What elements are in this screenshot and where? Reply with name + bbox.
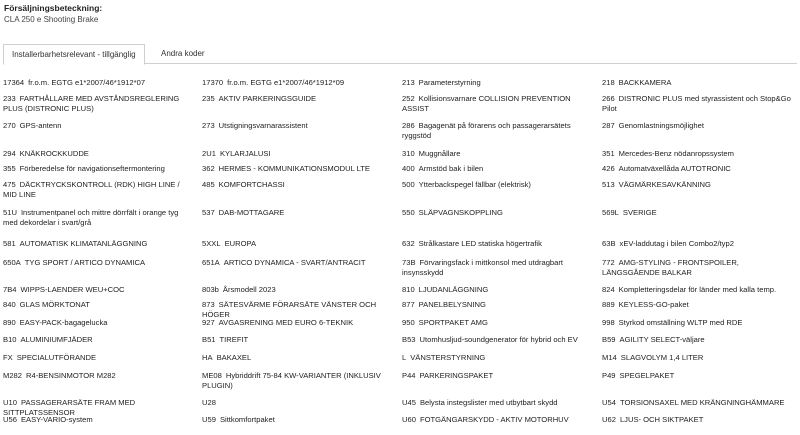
code-description: VÄNSTERSTYRNING — [410, 353, 486, 362]
code-description: Förberedelse för navigationseftermontering — [19, 164, 165, 173]
code-description: KOMFORTCHASSI — [218, 180, 285, 189]
code-item — [402, 353, 594, 363]
code-item — [202, 335, 394, 345]
code-item — [3, 121, 195, 131]
code-item — [202, 239, 394, 249]
code-description: Automatväxellåda AUTOTRONIC — [618, 164, 731, 173]
code-description: DAB-MOTTAGARE — [218, 208, 285, 217]
code-description: Ytterbackspegel fällbar (elektrisk) — [418, 180, 531, 189]
code-description: KYLARJALUSI — [219, 149, 271, 158]
code-item — [602, 398, 797, 408]
code-item — [602, 353, 797, 363]
code-number: 803b — [202, 285, 219, 294]
code-description: Hybriddrift 75-84 KW-VARIANTER (INKLUSIV PLUGIN) — [202, 371, 381, 390]
code-item — [3, 285, 195, 295]
code-number: B10 — [3, 335, 17, 344]
code-description: PASSAGERARSÄTE FRAM MED SITTPLATSSENSOR — [3, 398, 136, 417]
code-number: HA — [202, 353, 213, 362]
code-number: 810 — [402, 285, 415, 294]
code-item — [402, 371, 594, 381]
code-description: Belysta instegslister med utbytbart skydd — [419, 398, 558, 407]
code-number: 927 — [202, 318, 215, 327]
code-description: BAKAXEL — [216, 353, 252, 362]
code-number: L — [402, 353, 407, 362]
code-description: fr.o.m. EGTG e1*2007/46*1912*07 — [28, 78, 146, 87]
code-number: 426 — [602, 164, 615, 173]
code-number: 270 — [3, 121, 16, 130]
code-description: ARTICO DYNAMICA - SVART/ANTRACIT — [223, 258, 366, 267]
code-item — [602, 415, 797, 425]
code-number: U54 — [602, 398, 616, 407]
code-item — [3, 208, 195, 229]
code-description: Förvaringsfack i mittkonsol med utdragbart insynsskydd — [402, 258, 564, 277]
code-number: FX — [3, 353, 13, 362]
code-description: Genomlastningsmöjlighet — [618, 121, 704, 130]
code-number: 51U — [3, 208, 17, 217]
code-item — [602, 285, 797, 295]
code-item — [602, 121, 797, 131]
code-description: TIREFIT — [219, 335, 249, 344]
code-item — [3, 164, 195, 174]
code-number: 351 — [602, 149, 615, 158]
code-item — [202, 353, 394, 363]
code-description: xEV-laddutag i bilen Combo2/typ2 — [619, 239, 734, 248]
code-description: PANELBELYSNING — [418, 300, 486, 309]
code-item — [3, 94, 195, 115]
code-item — [3, 371, 195, 381]
code-number: B51 — [202, 335, 216, 344]
code-description: SVERIGE — [622, 208, 657, 217]
code-number: 266 — [602, 94, 615, 103]
code-number: 273 — [202, 121, 215, 130]
code-number: 252 — [402, 94, 415, 103]
code-description: KNÄKROCKKUDDE — [19, 149, 89, 158]
code-number: 950 — [402, 318, 415, 327]
code-number: 63B — [602, 239, 616, 248]
code-item — [3, 353, 195, 363]
tab-bar — [3, 44, 797, 64]
code-number: 537 — [202, 208, 215, 217]
code-description: KEYLESS-GO-paket — [618, 300, 689, 309]
code-number: 998 — [602, 318, 615, 327]
code-description: BACKKAMERA — [618, 78, 672, 87]
code-description: PARKERINGSPAKET — [419, 371, 494, 380]
sales-designation-value: CLA 250 e Shooting Brake — [4, 15, 99, 24]
code-item — [202, 78, 394, 88]
code-description: Kollisionsvarnare COLLISION PREVENTION ASSIST — [402, 94, 571, 113]
code-number: 650A — [3, 258, 21, 267]
code-description: AVGASRENING MED EURO 6-TEKNIK — [218, 318, 354, 327]
code-number: 581 — [3, 239, 16, 248]
code-description: Sittkomfortpaket — [219, 415, 275, 424]
code-number: 824 — [602, 285, 615, 294]
code-number: 7B4 — [3, 285, 17, 294]
code-number: 235 — [202, 94, 215, 103]
code-number: U62 — [602, 415, 616, 424]
code-number: 513 — [602, 180, 615, 189]
code-number: 5XXL — [202, 239, 221, 248]
code-item — [602, 78, 797, 88]
code-item — [402, 94, 594, 115]
code-item — [202, 285, 394, 295]
code-description: Instrumentpanel och mittre dörrfält i orange tyg med dekordelar i svart/grå — [3, 208, 179, 227]
code-number: P49 — [602, 371, 616, 380]
code-number: 287 — [602, 121, 615, 130]
code-item — [202, 149, 394, 159]
code-number: 218 — [602, 78, 615, 87]
code-description: LJUDANLÄGGNING — [418, 285, 489, 294]
code-number: 651A — [202, 258, 220, 267]
code-description: SÄTESVÄRME FÖRARSÄTE VÄNSTER OCH HÖGER — [202, 300, 377, 319]
code-item — [202, 258, 394, 268]
code-item — [602, 94, 797, 115]
code-number: 17364 — [3, 78, 25, 87]
code-description: Muggnållare — [418, 149, 461, 158]
code-number: 73B — [402, 258, 416, 267]
code-description: AUTOMATISK KLIMATANLÄGGNING — [19, 239, 148, 248]
code-item — [602, 335, 797, 345]
code-number: 310 — [402, 149, 415, 158]
code-number: 17370 — [202, 78, 224, 87]
code-number: 294 — [3, 149, 16, 158]
code-item — [202, 180, 394, 190]
code-number: 213 — [402, 78, 415, 87]
code-item — [602, 239, 797, 249]
code-number: 233 — [3, 94, 16, 103]
code-item — [3, 149, 195, 159]
code-item — [402, 258, 594, 279]
code-description: TORSIONSAXEL MED KRÄNGNINGHÄMMARE — [619, 398, 785, 407]
code-description: Årsmodell 2023 — [222, 285, 276, 294]
code-item — [402, 398, 594, 408]
code-item — [202, 94, 394, 104]
code-item — [402, 415, 594, 425]
code-number: U59 — [202, 415, 216, 424]
code-number: P44 — [402, 371, 416, 380]
code-description: TYG SPORT / ARTICO DYNAMICA — [24, 258, 146, 267]
code-item — [402, 335, 594, 345]
code-number: 889 — [602, 300, 615, 309]
code-item — [402, 239, 594, 249]
code-number: B53 — [402, 335, 416, 344]
code-item — [602, 300, 797, 310]
code-item — [602, 164, 797, 174]
code-item — [202, 318, 394, 328]
code-item — [402, 164, 594, 174]
tab-other-codes[interactable]: Andra koder — [161, 49, 205, 58]
code-item — [402, 318, 594, 328]
code-number: ME08 — [202, 371, 222, 380]
code-item — [602, 258, 797, 279]
code-number: 772 — [602, 258, 615, 267]
code-description: Kompletteringsdelar för länder med kalla temp. — [618, 285, 777, 294]
code-description: Strålkastare LED statiska högertrafik — [418, 239, 542, 248]
code-description: DÄCKTRYCKSKONTROLL (RDK) HIGH LINE / MID LINE — [3, 180, 180, 199]
code-description: AMG-STYLING - FRONTSPOILER, LÄNGSGÅENDE BALKAR — [602, 258, 739, 277]
code-item — [602, 371, 797, 381]
code-number: 890 — [3, 318, 16, 327]
code-item — [402, 121, 594, 142]
sales-designation-label: Försäljningsbeteckning: — [4, 3, 103, 13]
code-item — [602, 180, 797, 190]
code-number: 355 — [3, 164, 16, 173]
code-description: SLAGVOLYM 1,4 LITER — [620, 353, 704, 362]
code-description: Armstöd bak i bilen — [418, 164, 484, 173]
code-item — [3, 335, 195, 345]
code-description: ALUMINIUMFJÄDER — [20, 335, 93, 344]
code-description: EUROPA — [224, 239, 257, 248]
code-item — [3, 258, 195, 268]
code-description: LJUS- OCH SIKTPAKET — [619, 415, 704, 424]
code-description: FOTGÄNGARSKYDD - AKTIV MOTORHUV — [419, 415, 569, 424]
code-item — [202, 300, 394, 320]
code-number: 400 — [402, 164, 415, 173]
code-item — [202, 415, 394, 425]
code-number: M14 — [602, 353, 617, 362]
code-item — [602, 318, 797, 328]
code-item — [402, 208, 594, 218]
code-item — [3, 239, 195, 249]
code-description: WIPPS-LAENDER WEU+COC — [20, 285, 125, 294]
code-number: 840 — [3, 300, 16, 309]
code-number: U56 — [3, 415, 17, 424]
code-number: U45 — [402, 398, 416, 407]
code-number: 286 — [402, 121, 415, 130]
code-description: Mercedes-Benz nödanropssystem — [618, 149, 734, 158]
code-item — [602, 149, 797, 159]
code-number: U60 — [402, 415, 416, 424]
code-description: AKTIV PARKERINGSGUIDE — [218, 94, 317, 103]
code-item — [402, 300, 594, 310]
code-number: 500 — [402, 180, 415, 189]
code-description: fr.o.m. EGTG e1*2007/46*1912*09 — [227, 78, 345, 87]
code-description: SPECIALUTFÖRANDE — [16, 353, 97, 362]
code-description: SLÄPVAGNSKOPPLING — [418, 208, 503, 217]
code-number: 550 — [402, 208, 415, 217]
code-number: 475 — [3, 180, 16, 189]
code-description: Utstigningsvarnarassistent — [218, 121, 308, 130]
code-number: 569L — [602, 208, 619, 217]
code-description: Bagagenät på förarens och passagerarsätets ryggstöd — [402, 121, 571, 140]
code-description: R4-BENSINMOTOR M282 — [26, 371, 116, 380]
code-description: GLAS MÖRKTONAT — [19, 300, 90, 309]
code-description: SPEGELPAKET — [619, 371, 675, 380]
code-number: 2U1 — [202, 149, 216, 158]
code-number: M282 — [3, 371, 22, 380]
code-number: 485 — [202, 180, 215, 189]
code-item — [3, 78, 195, 88]
code-description: EASY-PACK-bagagelucka — [19, 318, 108, 327]
code-item — [402, 149, 594, 159]
code-description: VÄGMÄRKESAVKÄNNING — [618, 180, 711, 189]
code-number: U10 — [3, 398, 17, 407]
code-item — [3, 300, 195, 310]
code-item — [402, 180, 594, 190]
tab-installable-relevant[interactable]: Installerbarhetsrelevant - tillgänglig — [3, 44, 145, 65]
sales-designation — [4, 2, 102, 26]
code-item — [202, 398, 394, 408]
code-item — [602, 208, 797, 218]
code-number: 362 — [202, 164, 215, 173]
code-description: FARTHÅLLARE MED AVSTÅNDSREGLERING PLUS (DISTRONIC PLUS) — [3, 94, 180, 113]
code-item — [202, 164, 394, 174]
code-item — [3, 318, 195, 328]
code-description: AGILITY SELECT-väljare — [619, 335, 705, 344]
code-description: EASY-VARIO-system — [20, 415, 93, 424]
code-number: 873 — [202, 300, 215, 309]
code-description: Utomhusljud-soundgenerator för hybrid och EV — [419, 335, 578, 344]
code-description: SPORTPAKET AMG — [418, 318, 488, 327]
code-number: B59 — [602, 335, 616, 344]
code-item — [402, 78, 594, 88]
code-description: HERMES - KOMMUNIKATIONSMODUL LTE — [218, 164, 370, 173]
code-description: GPS-antenn — [19, 121, 62, 130]
code-item — [202, 121, 394, 131]
code-description: Styrkod omställning WLTP med RDE — [618, 318, 743, 327]
code-number: 877 — [402, 300, 415, 309]
code-item — [3, 180, 195, 201]
code-item — [202, 371, 394, 392]
code-description: DISTRONIC PLUS med styrassistent och Stop&Go Pilot — [602, 94, 791, 113]
code-number: U28 — [202, 398, 216, 407]
code-number: 632 — [402, 239, 415, 248]
code-description: Parameterstyrning — [418, 78, 481, 87]
code-item — [202, 208, 394, 218]
code-item — [402, 285, 594, 295]
code-item — [3, 415, 195, 425]
